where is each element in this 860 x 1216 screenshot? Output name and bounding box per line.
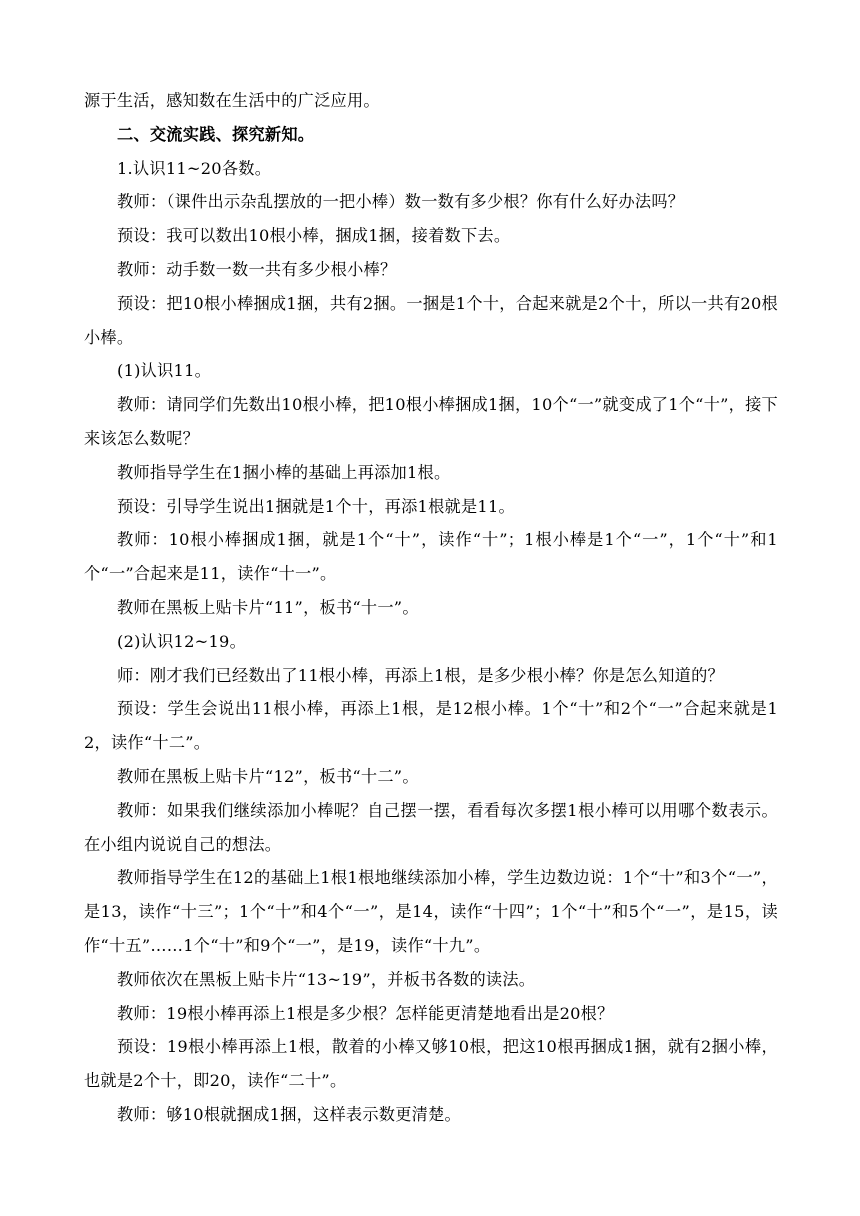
paragraph-7: 预设：把10根小棒捆成1捆，共有2捆。一捆是1个十，合起来就是2个十，所以一共有20根小棒。 <box>84 293 778 347</box>
document-page <box>84 84 778 1132</box>
paragraph-9: 教师：请同学们先数出10根小棒，把10根小棒捆成1捆，10个“一”就变成了1个“十”，接下来该怎么数呢？ <box>84 395 778 448</box>
paragraph-11: 预设：引导学生说出1捆就是1个十，再添1根就是11。 <box>117 496 515 516</box>
paragraph-8: (1)认识11。 <box>117 361 212 381</box>
paragraph-15: 师：刚才我们已经数出了11根小棒，再添上1根，是多少根小棒？你是怎么知道的？ <box>117 665 724 685</box>
paragraph-13: 教师在黑板上贴卡片“11”，板书“十一”。 <box>117 597 419 617</box>
paragraph-18: 教师：如果我们继续添加小棒呢？自己摆一摆，看看每次多摆1根小棒可以用哪个数表示。在小组内说说自己的想法。 <box>84 800 778 854</box>
paragraph-19: 教师指导学生在12的基础上1根1根地继续添加小棒，学生边数边说：1个“十”和3个“一”，是13，读作“十三”；1个“十”和4个“一”，是14，读作“十四”；1个“十”和5个“一”，是15，读作“十五”……1个“十”和9个“一”，是19，读作“十九”。 <box>84 868 778 955</box>
paragraph-14: (2)认识12~19。 <box>117 631 247 651</box>
paragraph-20: 教师依次在黑板上贴卡片“13~19”，并板书各数的读法。 <box>117 969 536 989</box>
paragraph-21: 教师：19根小棒再添上1根是多少根？怎样能更清楚地看出是20根？ <box>117 1003 614 1023</box>
paragraph-17: 教师在黑板上贴卡片“12”，板书“十二”。 <box>117 766 419 786</box>
paragraph-23: 教师：够10根就捆成1捆，这样表示数更清楚。 <box>117 1104 461 1124</box>
section-heading: 二、交流实践、探究新知。 <box>117 124 315 144</box>
paragraph-16: 预设：学生会说出11根小棒，再添上1根，是12根小棒。1个“十”和2个“一”合起来就是12，读作“十二”。 <box>84 699 778 753</box>
paragraph-4: 教师：（课件出示杂乱摆放的一把小棒）数一数有多少根？你有什么好办法吗？ <box>117 192 685 212</box>
paragraph-12: 教师：10根小棒捆成1捆，就是1个“十”，读作“十”；1根小棒是1个“一”，1个“十”和1个“一”合起来是11，读作“十一”。 <box>84 530 778 584</box>
paragraph-5: 预设：我可以数出10根小棒，捆成1捆，接着数下去。 <box>117 226 511 246</box>
paragraph-1: 源于生活，感知数在生活中的广泛应用。 <box>84 91 380 110</box>
subsection-heading: 1.认识11~20各数。 <box>117 158 272 178</box>
paragraph-10: 教师指导学生在1捆小棒的基础上再添加1根。 <box>117 462 451 482</box>
paragraph-6: 教师：动手数一数一共有多少根小棒？ <box>117 259 397 279</box>
paragraph-22: 预设：19根小棒再添上1根，散着的小棒又够10根，把这10根再捆成1捆，就有2捆小棒，也就是2个十，即20，读作“二十”。 <box>84 1037 778 1091</box>
